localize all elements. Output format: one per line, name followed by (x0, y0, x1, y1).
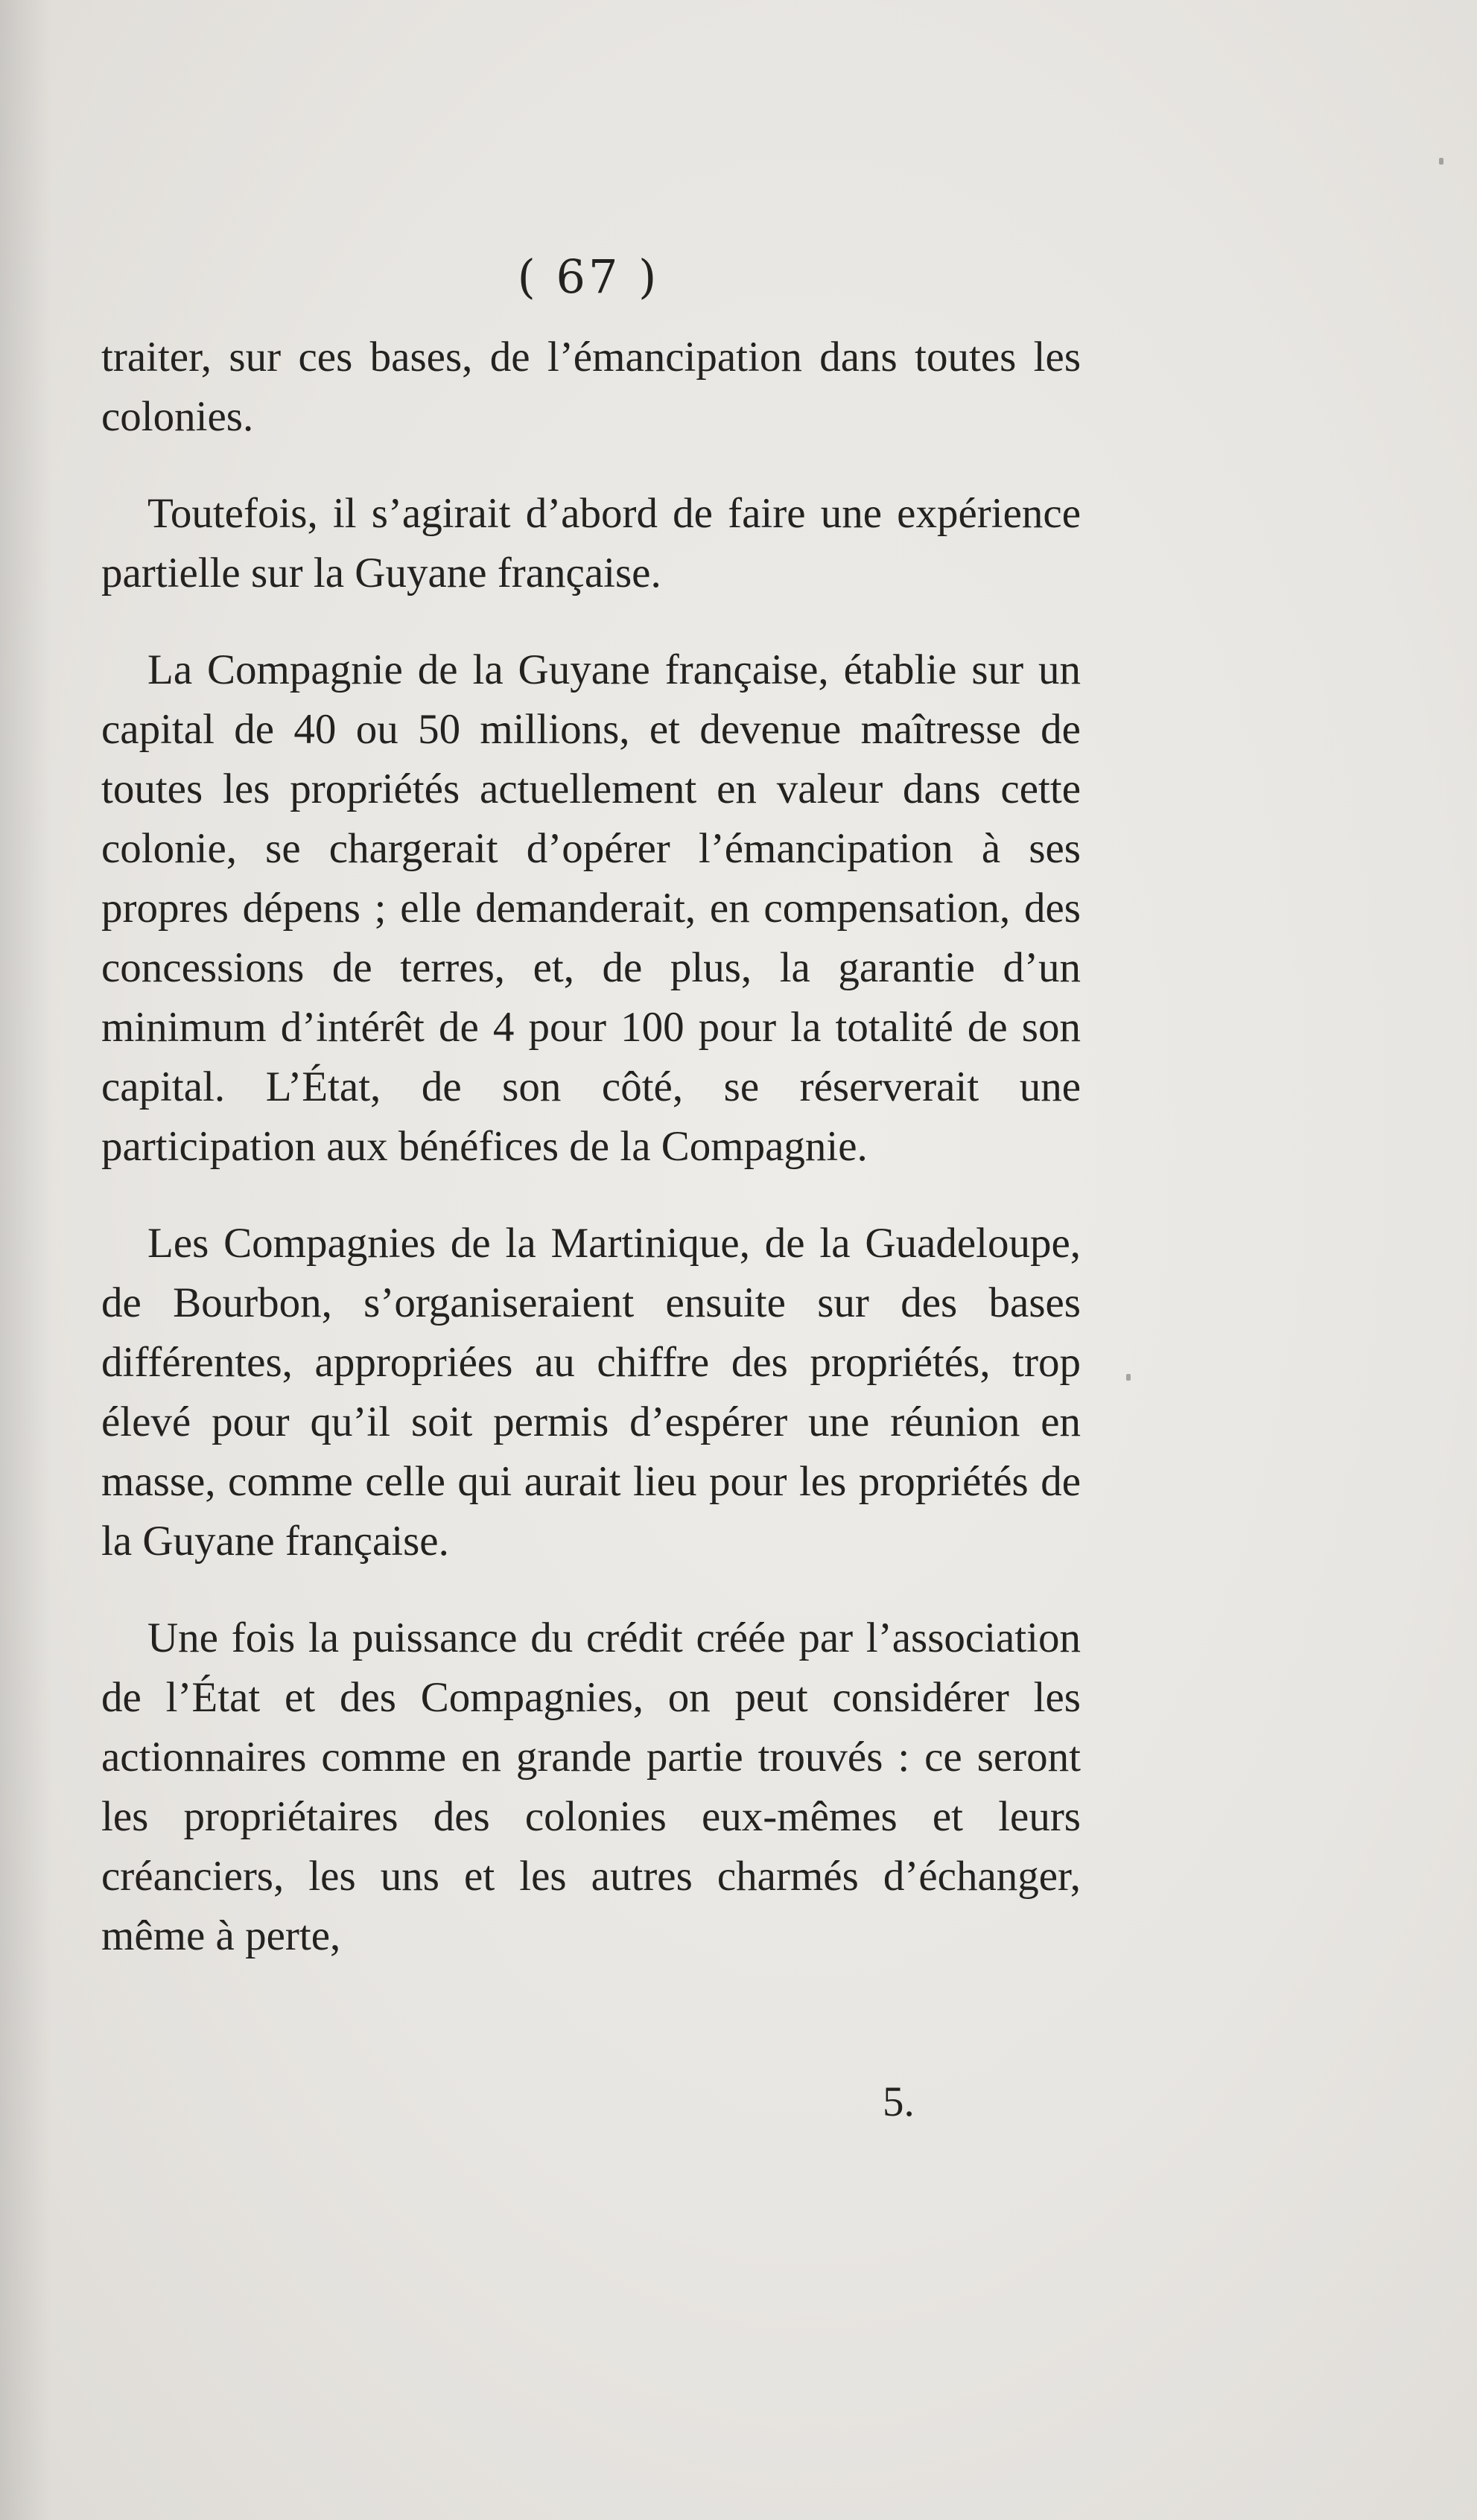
signature-mark: 5. (883, 2078, 915, 2125)
binding-shadow (0, 0, 52, 2520)
paragraph-3: La Compagnie de la Guyane française, établie sur un capital de 40 ou 50 millions, et devenue maîtresse de toutes les propriétés actuellement en valeur dans cette colonie, se chargerait d’opérer l’émancipation à ses propres dépens ; elle demanderait, en compensation, des concessions de terres, et, de plus, la garantie d’un minimum d’intérêt de 4 pour 100 pour la totalité de son capital. L’État, de son côté, se réserverait une participation aux bénéfices de la Compagnie. (101, 646, 1081, 1170)
paragraph-4: Les Compagnies de la Martinique, de la Guadeloupe, de Bourbon, s’organiseraient ensuite sur des bases différentes, appropriées au chiffre des propriétés, trop élevé pour qu’il soit permis d’espérer une réunion en masse, comme celle qui aurait lieu pour les propriétés de la Guyane française. (101, 1220, 1081, 1565)
paragraph-1: traiter, sur ces bases, de l’émancipation dans toutes les colonies. (101, 334, 1081, 440)
body-text (101, 328, 1081, 2003)
paper-speck (1439, 158, 1443, 165)
page-number-header: ( 67 ) (517, 249, 660, 304)
paragraph-2: Toutefois, il s’agirait d’abord de faire une expérience partielle sur la Guyane française. (101, 490, 1081, 596)
paragraph-5: Une fois la puissance du crédit créée par l’association de l’État et des Compagnies, on peut considérer les actionnaires comme en grande partie trouvés : ce seront les propriétaires des colonies eux-mêmes et leurs créanciers, les uns et les autres charmés d’échanger, même à perte, (101, 1614, 1081, 1959)
paper-speck (1126, 1374, 1131, 1381)
